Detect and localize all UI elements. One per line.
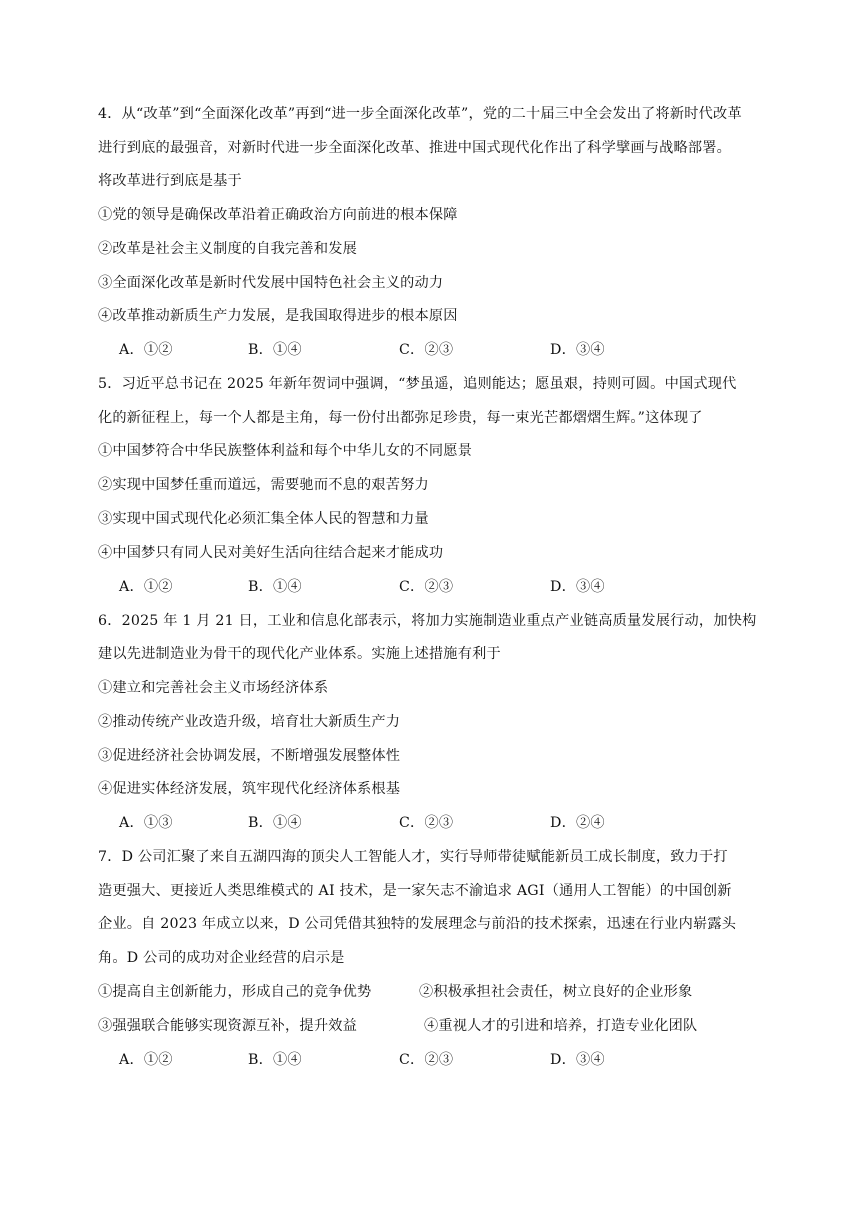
question-stem-line: 7．D 公司汇聚了来自五湖四海的顶尖人工智能人才，实行导师带徒赋能新员工成长制度，致力于打 xyxy=(98,849,728,865)
option-a[interactable]: A．①② xyxy=(119,342,173,358)
question-stem-line: 4．从“改革”到“全面深化改革”再到“进一步全面深化改革”，党的二十届三中全会发出了将新时代改革 xyxy=(98,106,742,122)
question-stem-line: 建以先进制造业为骨干的现代化产业体系。实施上述措施有利于 xyxy=(98,646,501,662)
question-stem-line: 造更强大、更接近人类思维模式的 AI 技术，是一家矢志不渝追求 AGI（通用人工智能）的中国创新 xyxy=(98,883,732,899)
option-a[interactable]: A．①② xyxy=(119,579,173,595)
option-c[interactable]: C．②③ xyxy=(399,1052,454,1068)
statement-item: ①建立和完善社会主义市场经济体系 xyxy=(98,680,329,696)
option-b[interactable]: B．①④ xyxy=(248,342,302,358)
option-b[interactable]: B．①④ xyxy=(248,579,302,595)
statement-item: ④重视人才的引进和培养，打造专业化团队 xyxy=(424,1018,698,1034)
option-d[interactable]: D．③④ xyxy=(550,1052,605,1068)
statement-item: ③实现中国式现代化必须汇集全体人民的智慧和力量 xyxy=(98,511,429,527)
question-stem-line: 角。D 公司的成功对企业经营的启示是 xyxy=(98,950,345,966)
statement-item: ②实现中国梦任重而道远，需要驰而不息的艰苦努力 xyxy=(98,477,429,493)
answer-options xyxy=(119,577,639,597)
option-c[interactable]: C．②③ xyxy=(399,815,454,831)
option-d[interactable]: D．③④ xyxy=(550,579,605,595)
question-stem-line: 企业。自 2023 年成立以来，D 公司凭借其独特的发展理念与前沿的技术探索，迅速在行业内崭露头 xyxy=(98,916,737,932)
question-stem-line: 化的新征程上，每一个人都是主角，每一份付出都弥足珍贵，每一束光芒都熠熠生辉。”这体现了 xyxy=(98,410,703,426)
option-d[interactable]: D．③④ xyxy=(550,342,605,358)
question-stem-line: 将改革进行到底是基于 xyxy=(98,173,242,189)
question-stem-line: 进行到底的最强音，对新时代进一步全面深化改革、推进中国式现代化作出了科学擘画与战略部署。 xyxy=(98,140,732,156)
option-a[interactable]: A．①② xyxy=(119,1052,173,1068)
statement-item: ③强强联合能够实现资源互补，提升效益 xyxy=(98,1018,357,1034)
option-d[interactable]: D．②④ xyxy=(550,815,605,831)
statement-item: ④促进实体经济发展，筑牢现代化经济体系根基 xyxy=(98,781,401,797)
option-c[interactable]: C．②③ xyxy=(399,579,454,595)
statement-item: ③促进经济社会协调发展，不断增强发展整体性 xyxy=(98,748,401,764)
statement-item: ①党的领导是确保改革沿着正确政治方向前进的根本保障 xyxy=(98,207,458,223)
statement-item: ①中国梦符合中华民族整体利益和每个中华儿女的不同愿景 xyxy=(98,443,473,459)
statement-item: ②推动传统产业改造升级，培育壮大新质生产力 xyxy=(98,714,401,730)
option-a[interactable]: A．①③ xyxy=(119,815,173,831)
statement-item: ②改革是社会主义制度的自我完善和发展 xyxy=(98,241,357,257)
option-c[interactable]: C．②③ xyxy=(399,342,454,358)
answer-options xyxy=(119,1050,639,1070)
answer-options xyxy=(119,340,639,360)
statement-item: ②积极承担社会责任，树立良好的企业形象 xyxy=(419,984,693,1000)
question-stem-line: 6．2025 年 1 月 21 日，工业和信息化部表示，将加力实施制造业重点产业链高质量发展行动，加快构 xyxy=(98,613,757,629)
statement-item: ③全面深化改革是新时代发展中国特色社会主义的动力 xyxy=(98,275,444,291)
statement-item: ④中国梦只有同人民对美好生活向往结合起来才能成功 xyxy=(98,545,444,561)
option-b[interactable]: B．①④ xyxy=(248,1052,302,1068)
option-b[interactable]: B．①④ xyxy=(248,815,302,831)
statement-item: ④改革推动新质生产力发展，是我国取得进步的根本原因 xyxy=(98,308,458,324)
statement-item: ①提高自主创新能力，形成自己的竞争优势 xyxy=(98,984,372,1000)
answer-options xyxy=(119,813,639,833)
question-stem-line: 5．习近平总书记在 2025 年新年贺词中强调，“梦虽遥，追则能达；愿虽艰，持则可圆。中国式现代 xyxy=(98,376,737,392)
